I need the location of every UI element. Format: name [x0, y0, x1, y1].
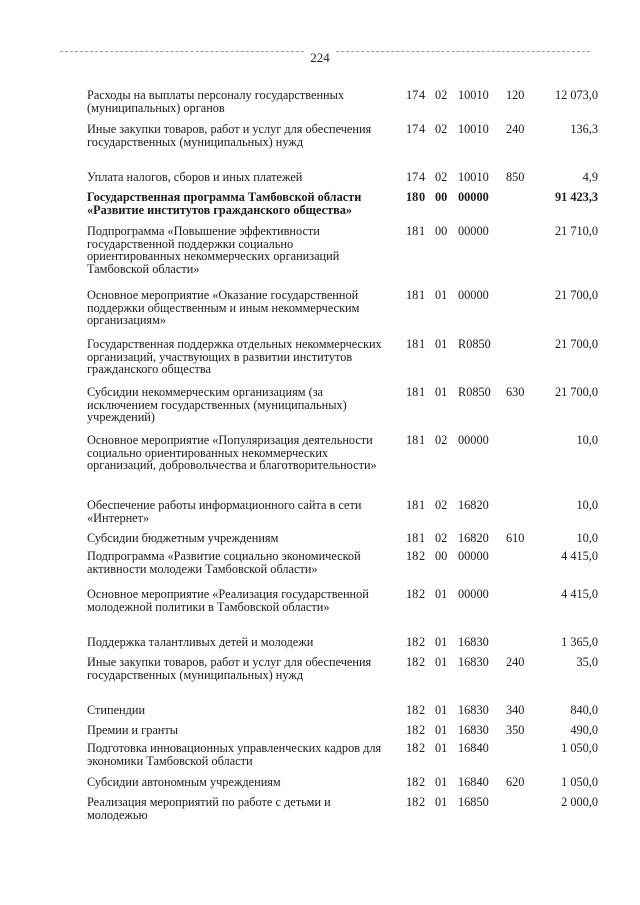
code-c1: 18	[406, 190, 419, 204]
code-c4: 00000	[458, 549, 489, 563]
code-c2: 2	[419, 795, 426, 809]
code-c2: 2	[419, 723, 426, 737]
code-c2: 1	[419, 385, 426, 399]
row-name: Государственная поддержка отдельных некоммерческих организаций, участвующих в развитии институтов гражданского общества	[87, 337, 382, 377]
code-c1: 18	[406, 337, 419, 351]
row-amount: 4 415,0	[561, 549, 598, 563]
code-c4: 00000	[458, 587, 489, 601]
row-name: Уплата налогов, сборов и иных платежей	[87, 170, 303, 184]
row-name: Обеспечение работы информационного сайта в сети «Интернет»	[87, 498, 362, 525]
code-c4: 16840	[458, 741, 489, 755]
row-amount: 10,0	[576, 498, 598, 512]
code-c3: 02	[435, 498, 448, 512]
row-amount: 490,0	[570, 723, 598, 737]
expense-type-code: 340	[506, 703, 525, 717]
expense-type-code: 850	[506, 170, 525, 184]
code-c1: 18	[406, 741, 419, 755]
code-c3: 01	[435, 741, 448, 755]
row-name: Иные закупки товаров, работ и услуг для обеспечения государственных (муниципальных) нужд	[87, 122, 372, 149]
code-c1: 18	[406, 587, 419, 601]
row-name: Основное мероприятие «Реализация государственной молодежной политики в Тамбовской области»	[87, 587, 369, 614]
code-c1: 18	[406, 224, 419, 238]
row-name: Подпрограмма «Повышение эффективности государственной поддержки социально ориентированных некоммерческих организаций Тамбовской области»	[87, 224, 340, 277]
row-amount: 840,0	[570, 703, 598, 717]
code-c3: 01	[435, 655, 448, 669]
row-name: Иные закупки товаров, работ и услуг для обеспечения государственных (муниципальных) нужд	[87, 655, 372, 682]
expense-type-code: 240	[506, 655, 525, 669]
code-c4: 16840	[458, 775, 489, 789]
code-c1: 18	[406, 549, 419, 563]
row-name: Реализация мероприятий по работе с детьми и молодежью	[87, 795, 331, 822]
code-c2: 4	[419, 88, 426, 102]
row-amount: 21 710,0	[554, 224, 598, 238]
code-c3: 01	[435, 635, 448, 649]
code-c4: 16820	[458, 498, 489, 512]
row-amount: 1 050,0	[561, 741, 598, 755]
code-c4: 10010	[458, 170, 489, 184]
row-amount: 10,0	[576, 531, 598, 545]
code-c2: 2	[419, 655, 426, 669]
code-c3: 00	[435, 224, 448, 238]
row-amount: 4 415,0	[561, 587, 598, 601]
row-amount: 12 073,0	[554, 88, 598, 102]
expense-type-code: 630	[506, 385, 525, 399]
code-c2: 2	[419, 703, 426, 717]
page-number: 224	[0, 51, 640, 65]
row-name: Расходы на выплаты персоналу государственных (муниципальных) органов	[87, 88, 345, 115]
code-c1: 17	[406, 170, 419, 184]
code-c4: 00000	[458, 288, 489, 302]
code-c2: 2	[419, 775, 426, 789]
code-c2: 1	[419, 498, 426, 512]
code-c2: 0	[419, 190, 426, 204]
code-c3: 02	[435, 531, 448, 545]
code-c2: 1	[419, 288, 426, 302]
row-amount: 91 423,3	[554, 190, 598, 204]
code-c1: 18	[406, 498, 419, 512]
row-amount: 21 700,0	[554, 337, 598, 351]
code-c3: 01	[435, 775, 448, 789]
code-c1: 18	[406, 288, 419, 302]
code-c4: 16830	[458, 635, 489, 649]
code-c3: 01	[435, 795, 448, 809]
row-name: Субсидии автономным учреждениям	[87, 775, 281, 789]
code-c2: 2	[419, 549, 426, 563]
row-name: Премии и гранты	[87, 723, 179, 737]
code-c3: 01	[435, 723, 448, 737]
code-c2: 2	[419, 587, 426, 601]
row-name: Стипендии	[87, 703, 146, 717]
code-c3: 01	[435, 337, 448, 351]
code-c3: 02	[435, 170, 448, 184]
row-amount: 10,0	[576, 433, 598, 447]
row-name: Подпрограмма «Развитие социально экономической активности молодежи Тамбовской области»	[87, 549, 361, 576]
row-amount: 1 365,0	[561, 635, 598, 649]
code-c1: 18	[406, 531, 419, 545]
row-amount: 21 700,0	[554, 288, 598, 302]
code-c3: 01	[435, 703, 448, 717]
row-name: Государственная программа Тамбовской области «Развитие институтов гражданского общества»	[87, 190, 362, 217]
code-c1: 17	[406, 122, 419, 136]
code-c3: 02	[435, 433, 448, 447]
code-c2: 1	[419, 224, 426, 238]
code-c1: 18	[406, 385, 419, 399]
expense-type-code: 350	[506, 723, 525, 737]
row-name: Подготовка инновационных управленческих кадров для экономики Тамбовской области	[87, 741, 382, 768]
code-c1: 17	[406, 88, 419, 102]
code-c4: 16820	[458, 531, 489, 545]
expense-type-code: 120	[506, 88, 525, 102]
code-c4: 16850	[458, 795, 489, 809]
code-c4: 16830	[458, 723, 489, 737]
code-c2: 2	[419, 741, 426, 755]
row-amount: 136,3	[570, 122, 598, 136]
code-c4: 16830	[458, 703, 489, 717]
code-c4: R0850	[458, 385, 491, 399]
expense-type-code: 610	[506, 531, 525, 545]
code-c3: 00	[435, 549, 448, 563]
code-c3: 02	[435, 122, 448, 136]
code-c1: 18	[406, 433, 419, 447]
row-name: Поддержка талантливых детей и молодежи	[87, 635, 314, 649]
code-c3: 01	[435, 288, 448, 302]
code-c1: 18	[406, 775, 419, 789]
code-c2: 4	[419, 170, 426, 184]
code-c2: 4	[419, 122, 426, 136]
row-name: Субсидии бюджетным учреждениям	[87, 531, 279, 545]
row-amount: 2 000,0	[561, 795, 598, 809]
code-c3: 00	[435, 190, 448, 204]
row-name: Основное мероприятие «Оказание государственной поддержки общественным и иным некоммерческим организациям»	[87, 288, 360, 328]
code-c2: 1	[419, 531, 426, 545]
code-c2: 2	[419, 635, 426, 649]
code-c1: 18	[406, 703, 419, 717]
row-amount: 1 050,0	[561, 775, 598, 789]
code-c1: 18	[406, 655, 419, 669]
code-c4: 10010	[458, 122, 489, 136]
row-amount: 4,9	[582, 170, 598, 184]
code-c3: 01	[435, 385, 448, 399]
code-c4: 16830	[458, 655, 489, 669]
row-name: Основное мероприятие «Популяризация деятельности социально ориентированных некоммерческих организаций, добровольчества и благотворительности»	[87, 433, 377, 473]
expense-type-code: 240	[506, 122, 525, 136]
row-amount: 21 700,0	[554, 385, 598, 399]
row-amount: 35,0	[576, 655, 598, 669]
code-c1: 18	[406, 795, 419, 809]
code-c2: 1	[419, 337, 426, 351]
row-name: Субсидии некоммерческим организациям (за исключением государственных (муниципальных) учреждений)	[87, 385, 347, 425]
code-c4: R0850	[458, 337, 491, 351]
code-c3: 02	[435, 88, 448, 102]
code-c2: 1	[419, 433, 426, 447]
code-c4: 00000	[458, 433, 489, 447]
code-c4: 10010	[458, 88, 489, 102]
code-c3: 01	[435, 587, 448, 601]
code-c1: 18	[406, 635, 419, 649]
code-c4: 00000	[458, 190, 489, 204]
expense-type-code: 620	[506, 775, 525, 789]
code-c1: 18	[406, 723, 419, 737]
code-c4: 00000	[458, 224, 489, 238]
